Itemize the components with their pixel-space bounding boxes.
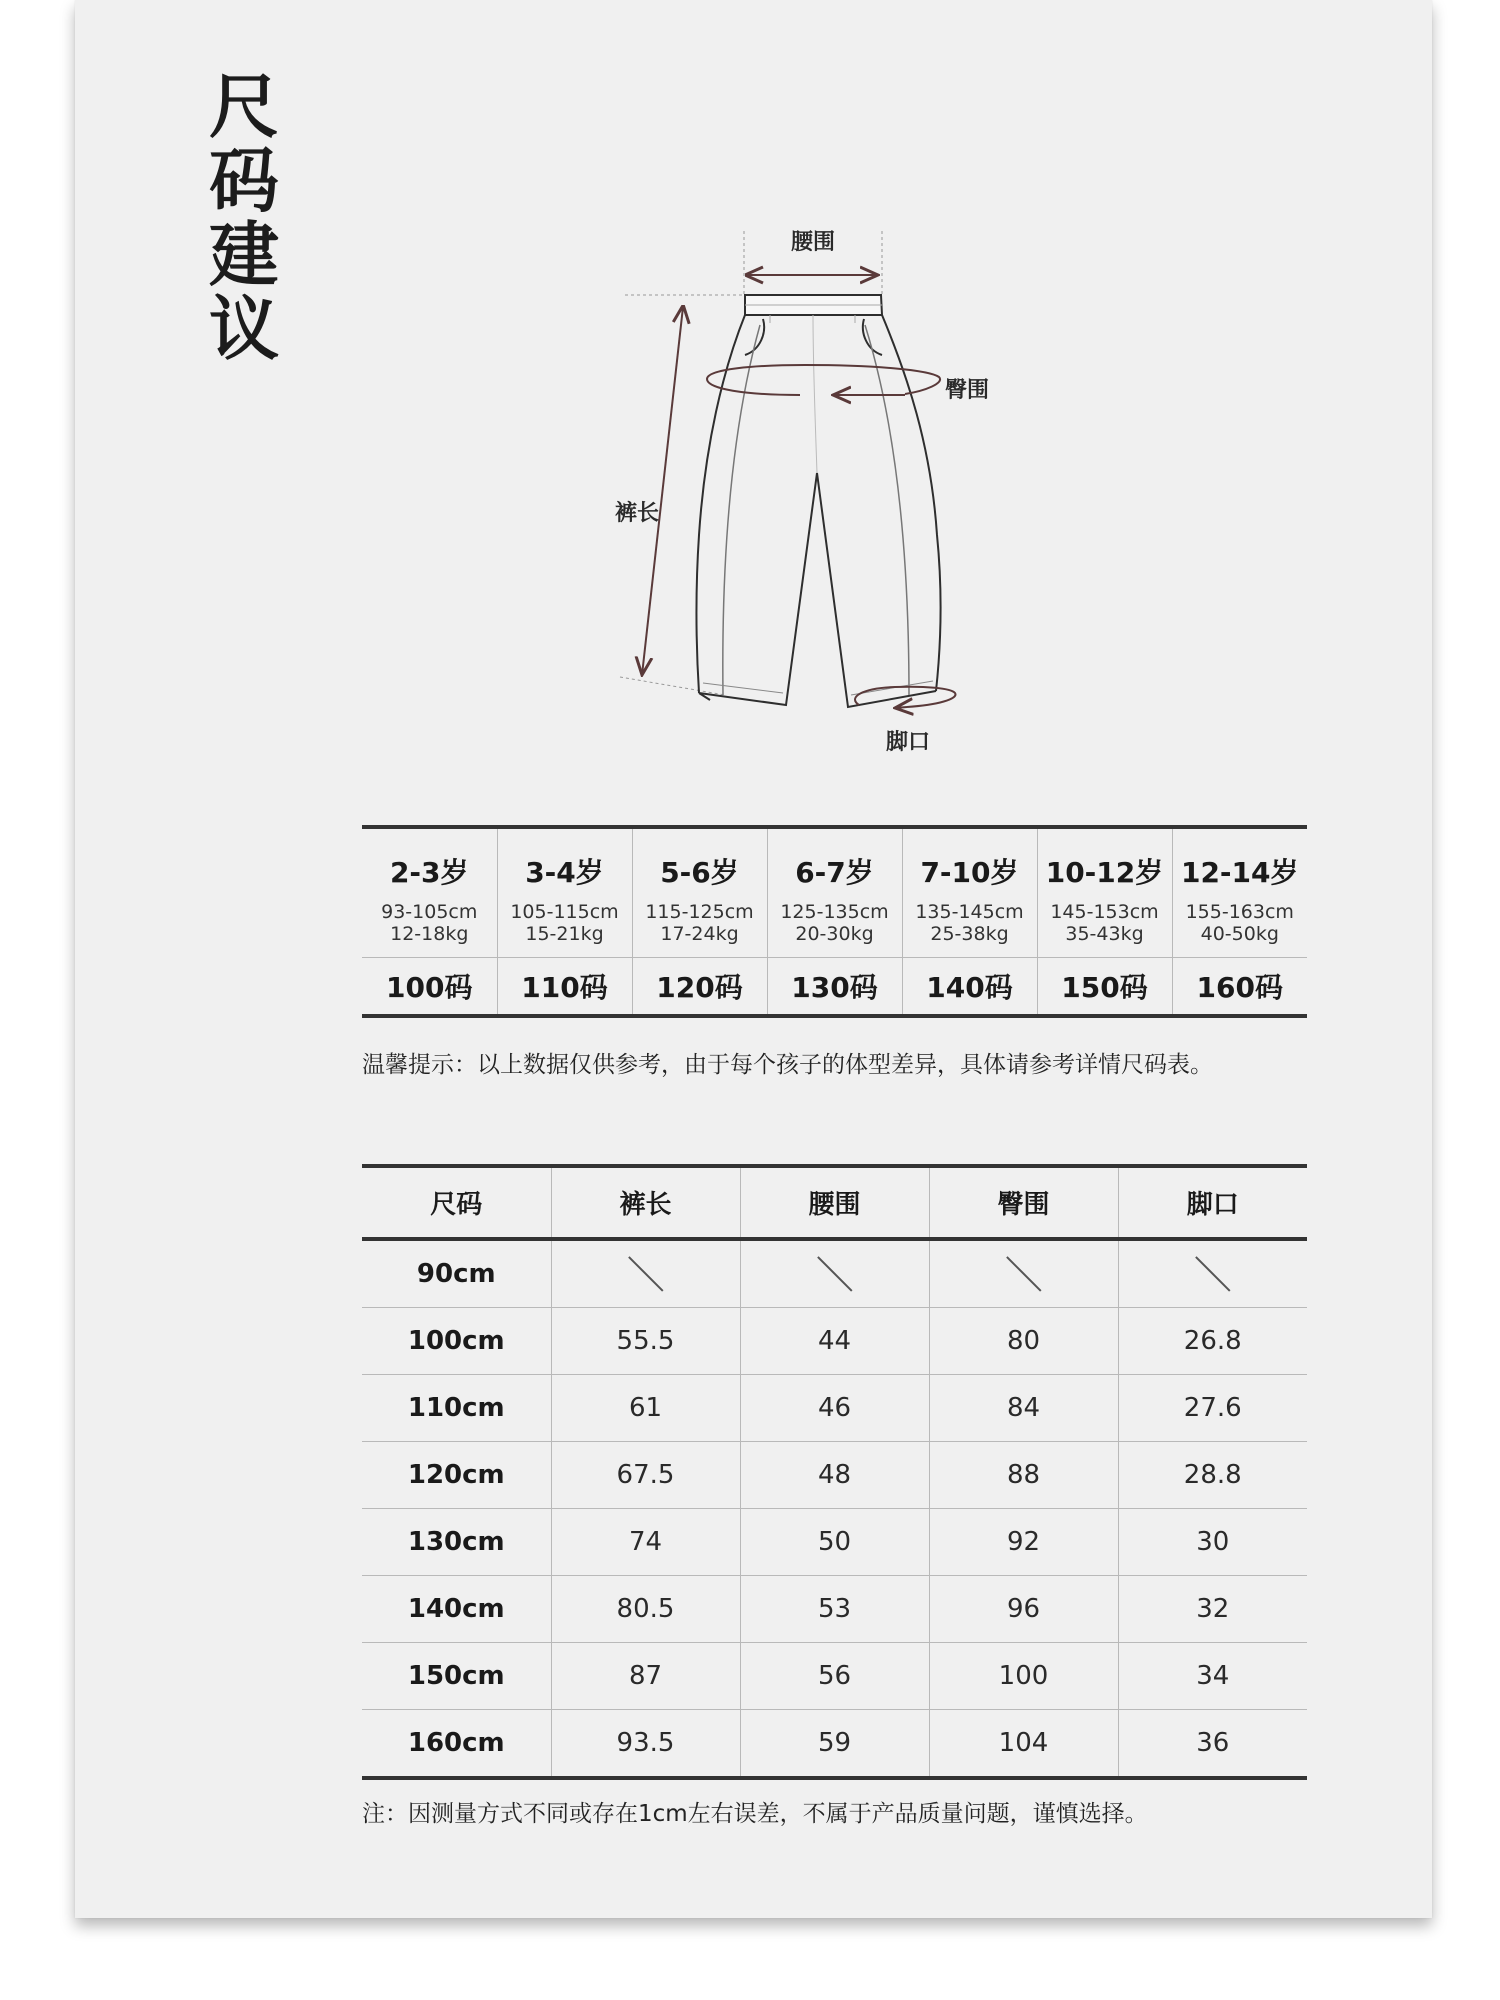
size-cell: 150cm [362, 1643, 551, 1710]
hem-cell: 36 [1118, 1710, 1307, 1779]
age-cell [902, 827, 1037, 958]
table-row [362, 1576, 1307, 1643]
recommended-size: 160码 [1172, 958, 1307, 1017]
size-guide-card [75, 0, 1432, 1918]
size-measurement-table [362, 1164, 1307, 1780]
title-char: 建 [209, 214, 279, 296]
hem-cell: 27.6 [1118, 1375, 1307, 1442]
hem-cell: 28.8 [1118, 1442, 1307, 1509]
slash-icon [1004, 1254, 1044, 1294]
age-label: 12-14岁 [1180, 856, 1299, 889]
hem-cell: 26.8 [1118, 1308, 1307, 1375]
hem-cell: 34 [1118, 1643, 1307, 1710]
column-header: 腰围 [740, 1166, 929, 1239]
table-row [362, 1509, 1307, 1576]
hem-cell: 30 [1118, 1509, 1307, 1576]
height-range: 155-163cm [1185, 901, 1294, 923]
column-header: 裤长 [551, 1166, 740, 1239]
diagram-label-hem: 脚口 [885, 730, 931, 755]
waist-cell: 48 [740, 1442, 929, 1509]
hip-cell: 88 [929, 1442, 1118, 1509]
title-char: 尺 [209, 66, 279, 148]
weight-range: 25-38kg [930, 923, 1009, 945]
hip-cell: 92 [929, 1509, 1118, 1576]
height-range: 105-115cm [510, 901, 619, 923]
recommended-size: 120码 [632, 958, 767, 1017]
not-applicable-cell [551, 1239, 740, 1308]
slash-icon [815, 1254, 855, 1294]
slash-icon [626, 1254, 666, 1294]
age-cell [767, 827, 902, 958]
column-header: 脚口 [1118, 1166, 1307, 1239]
length-cell: 93.5 [551, 1710, 740, 1779]
not-applicable-cell [929, 1239, 1118, 1308]
age-size-table [362, 825, 1307, 1018]
weight-range: 40-50kg [1200, 923, 1279, 945]
diagram-label-waist: 腰围 [790, 230, 836, 255]
recommended-size: 110码 [497, 958, 632, 1017]
waist-cell: 50 [740, 1509, 929, 1576]
not-applicable-cell [740, 1239, 929, 1308]
reference-tip: 温馨提示：以上数据仅供参考，由于每个孩子的体型差异，具体请参考详情尺码表。 [362, 1052, 1213, 1078]
waist-cell: 46 [740, 1375, 929, 1442]
recommended-size: 150码 [1037, 958, 1172, 1017]
length-cell: 74 [551, 1509, 740, 1576]
age-label: 3-4岁 [525, 856, 604, 889]
table-row [362, 1643, 1307, 1710]
length-cell: 61 [551, 1375, 740, 1442]
height-range: 93-105cm [381, 901, 478, 923]
size-cell: 160cm [362, 1710, 551, 1779]
size-cell: 90cm [416, 1259, 496, 1289]
table-row [362, 1442, 1307, 1509]
hip-cell: 80 [929, 1308, 1118, 1375]
age-cell [1037, 827, 1172, 958]
hip-cell: 84 [929, 1375, 1118, 1442]
length-cell: 87 [551, 1643, 740, 1710]
slash-icon [1193, 1254, 1233, 1294]
age-label: 2-3岁 [389, 856, 469, 889]
age-label: 6-7岁 [795, 856, 874, 889]
weight-range: 17-24kg [660, 923, 739, 945]
column-header: 臀围 [929, 1166, 1118, 1239]
weight-range: 12-18kg [390, 923, 469, 945]
table-row [362, 1710, 1307, 1779]
age-label: 10-12岁 [1045, 856, 1164, 889]
title-char: 议 [209, 288, 279, 370]
age-label: 5-6岁 [660, 856, 739, 889]
hip-cell: 100 [929, 1643, 1118, 1710]
size-cell: 130cm [362, 1509, 551, 1576]
age-cell [497, 827, 632, 958]
title-char: 码 [209, 140, 279, 222]
waist-cell: 59 [740, 1710, 929, 1779]
recommended-size-row [362, 958, 1307, 1017]
height-range: 115-125cm [645, 901, 754, 923]
table-row [362, 1375, 1307, 1442]
not-applicable-cell [1118, 1239, 1307, 1308]
recommended-size: 100码 [386, 971, 473, 1004]
weight-range: 15-21kg [525, 923, 604, 945]
waist-cell: 53 [740, 1576, 929, 1643]
waist-cell: 44 [740, 1308, 929, 1375]
length-cell: 80.5 [551, 1576, 740, 1643]
age-cell [362, 827, 497, 958]
diagram-label-length: 裤长 [614, 501, 660, 526]
table-row [362, 1308, 1307, 1375]
measurement-note: 注：因测量方式不同或存在1cm左右误差，不属于产品质量问题，谨慎选择。 [362, 1801, 1148, 1827]
size-cell: 120cm [362, 1442, 551, 1509]
hem-cell: 32 [1118, 1576, 1307, 1643]
column-header: 尺码 [362, 1166, 551, 1239]
age-label: 7-10岁 [920, 856, 1019, 889]
weight-range: 20-30kg [795, 923, 874, 945]
table-header-row [362, 1166, 1307, 1239]
age-cell [1172, 827, 1307, 958]
diagram-label-hip: 臀围 [944, 378, 990, 403]
height-range: 135-145cm [915, 901, 1024, 923]
waist-cell: 56 [740, 1643, 929, 1710]
size-cell: 100cm [362, 1308, 551, 1375]
recommended-size: 140码 [902, 958, 1037, 1017]
pants-measurement-diagram [595, 215, 1075, 775]
page-title [209, 66, 289, 370]
age-cell [632, 827, 767, 958]
hip-cell: 96 [929, 1576, 1118, 1643]
recommended-size: 130码 [767, 958, 902, 1017]
length-cell: 55.5 [551, 1308, 740, 1375]
age-row [362, 827, 1307, 958]
height-range: 125-135cm [780, 901, 889, 923]
weight-range: 35-43kg [1065, 923, 1144, 945]
hip-cell: 104 [929, 1710, 1118, 1779]
height-range: 145-153cm [1050, 901, 1159, 923]
size-cell: 110cm [362, 1375, 551, 1442]
size-cell: 140cm [362, 1576, 551, 1643]
length-cell: 67.5 [551, 1442, 740, 1509]
table-row [362, 1239, 1307, 1308]
